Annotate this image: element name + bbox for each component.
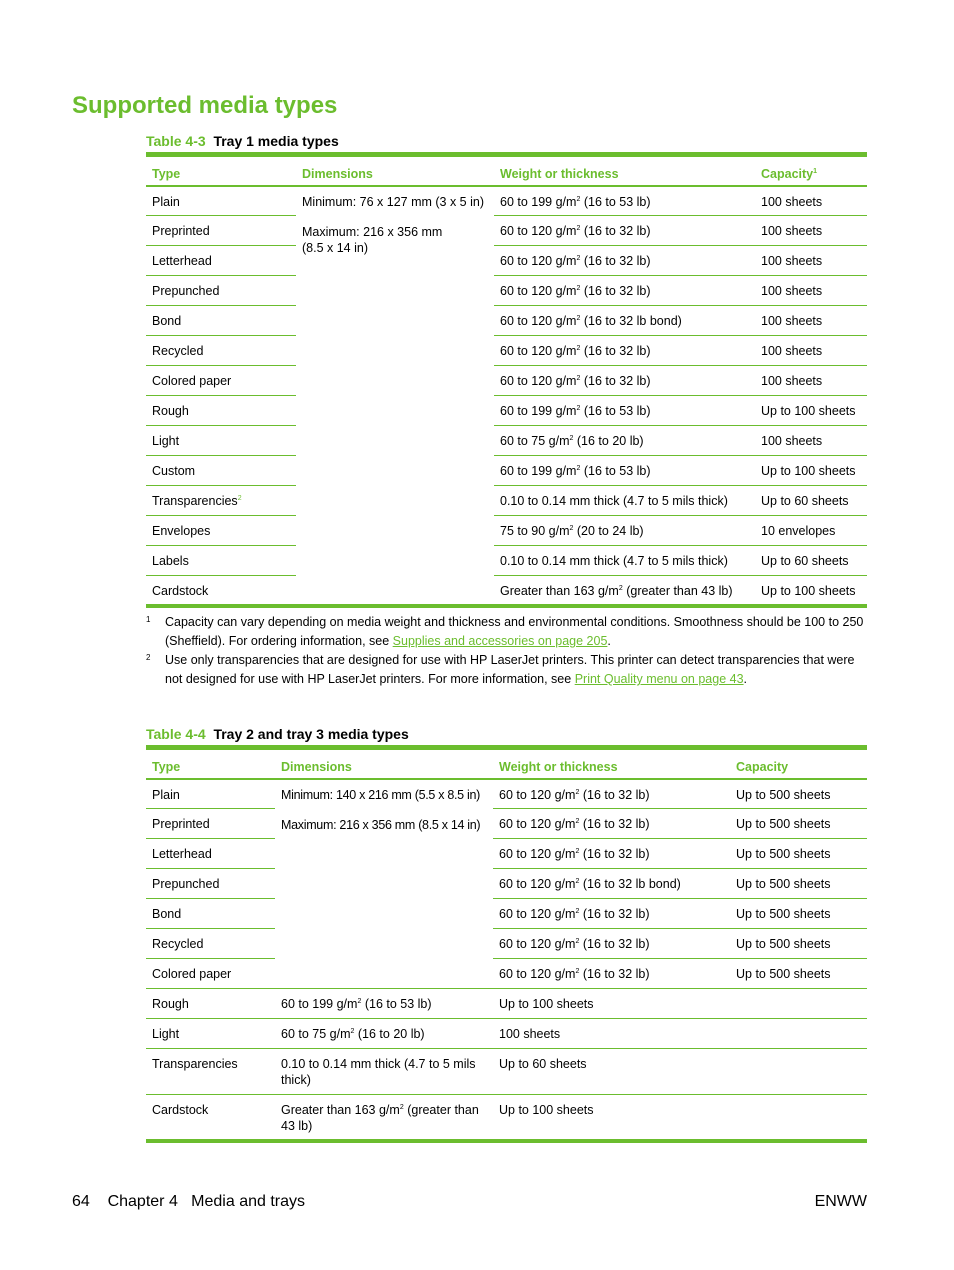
table-row bbox=[146, 306, 867, 336]
capacity-cell: 100 sheets bbox=[755, 276, 867, 306]
dimensions-max: Maximum: 216 x 356 mm bbox=[302, 224, 443, 239]
weight-value: 60 to 120 g/m bbox=[500, 284, 577, 298]
weight-value-rest: (16 to 32 lb) bbox=[580, 374, 651, 388]
capacity-cell: Up to 500 sheets bbox=[730, 929, 867, 959]
weight-cell bbox=[494, 546, 755, 576]
type-label: Light bbox=[152, 434, 180, 448]
superscript: 2 bbox=[576, 195, 581, 203]
weight-value: 60 to 120 g/m bbox=[499, 877, 576, 891]
type-label: Bond bbox=[152, 314, 182, 328]
footnote-2 bbox=[146, 651, 868, 689]
type-label: Rough bbox=[152, 404, 189, 418]
type-cell bbox=[146, 426, 296, 456]
weight-value-rest: (16 to 32 lb) bbox=[580, 284, 651, 298]
weight-cell bbox=[494, 516, 755, 546]
weight-value-rest: (16 to 20 lb) bbox=[573, 434, 644, 448]
capacity-cell: 100 sheets bbox=[755, 426, 867, 456]
type-cell bbox=[146, 486, 296, 516]
capacity-cell bbox=[730, 989, 867, 1019]
weight-value-rest: (20 to 24 lb) bbox=[573, 524, 644, 538]
capacity-cell bbox=[730, 1019, 867, 1049]
weight-value-rest: (16 to 32 lb bond) bbox=[580, 314, 682, 328]
weight-value-rest: (16 to 32 lb) bbox=[579, 847, 650, 861]
table-row bbox=[146, 989, 867, 1019]
weight-value: 60 to 120 g/m bbox=[500, 254, 577, 268]
type-cell bbox=[146, 246, 296, 276]
type-cell bbox=[146, 336, 296, 366]
dimensions-max-in: (8.5 x 14 in) bbox=[302, 240, 369, 255]
weight-value-rest: (16 to 53 lb) bbox=[580, 464, 651, 478]
capacity-cell: Up to 500 sheets bbox=[730, 809, 867, 839]
dimensions-value: Greater than 163 g/m bbox=[281, 1103, 400, 1117]
supplies-accessories-link[interactable]: Supplies and accessories on page 205 bbox=[392, 634, 608, 648]
type-cell: Recycled bbox=[146, 929, 275, 959]
footnote-ref: 1 bbox=[813, 168, 818, 175]
footnote-mark: 1 bbox=[146, 615, 151, 624]
capacity-cell bbox=[730, 1095, 867, 1141]
print-quality-menu-link[interactable]: Print Quality menu on page 43 bbox=[574, 672, 744, 686]
type-cell: Transparencies bbox=[146, 1049, 275, 1095]
superscript: 2 bbox=[618, 585, 623, 592]
superscript: 2 bbox=[399, 1104, 404, 1111]
superscript: 2 bbox=[576, 405, 581, 412]
weight-value: 0.10 to 0.14 mm thick (4.7 to 5 mils thick) bbox=[500, 494, 728, 508]
superscript: 2 bbox=[576, 255, 581, 262]
table-row bbox=[146, 576, 867, 606]
superscript: 2 bbox=[575, 818, 580, 825]
weight-cell: 100 sheets bbox=[493, 1019, 730, 1049]
weight-value: 60 to 120 g/m bbox=[499, 967, 576, 981]
superscript: 2 bbox=[575, 788, 580, 796]
superscript: 2 bbox=[357, 998, 362, 1005]
type-cell: Light bbox=[146, 1019, 275, 1049]
weight-value: 60 to 199 g/m bbox=[500, 194, 577, 209]
page-number: 64 bbox=[72, 1193, 90, 1210]
capacity-cell: 10 envelopes bbox=[755, 516, 867, 546]
header-weight: Weight or thickness bbox=[494, 155, 755, 186]
weight-value: 60 to 120 g/m bbox=[499, 787, 576, 802]
weight-value-rest: (greater than 43 lb) bbox=[622, 584, 733, 598]
weight-cell bbox=[493, 959, 730, 989]
weight-value: 60 to 120 g/m bbox=[500, 344, 577, 358]
type-label: Custom bbox=[152, 464, 196, 478]
tray1-media-table bbox=[146, 152, 867, 608]
weight-cell bbox=[494, 396, 755, 426]
weight-cell bbox=[494, 306, 755, 336]
table-row bbox=[146, 246, 867, 276]
weight-value: 0.10 to 0.14 mm thick (4.7 to 5 mils thick) bbox=[500, 554, 728, 568]
type-cell: Colored paper bbox=[146, 959, 275, 989]
table-row bbox=[146, 546, 867, 576]
type-cell: Letterhead bbox=[146, 839, 275, 869]
superscript: 2 bbox=[576, 315, 581, 322]
capacity-cell: 100 sheets bbox=[755, 336, 867, 366]
capacity-cell: Up to 500 sheets bbox=[730, 899, 867, 929]
header-capacity bbox=[755, 155, 867, 186]
type-cell bbox=[146, 516, 296, 546]
type-cell bbox=[146, 186, 296, 216]
dimensions-max: Maximum: 216 x 356 mm (8.5 x 14 in) bbox=[281, 817, 481, 832]
dimensions-cell bbox=[275, 1019, 493, 1049]
weight-value-rest: (16 to 53 lb) bbox=[580, 404, 651, 418]
dimensions-value-rest: (greater than 43 lb) bbox=[281, 1103, 479, 1133]
type-cell bbox=[146, 396, 296, 426]
weight-cell bbox=[493, 869, 730, 899]
table-row bbox=[146, 1049, 867, 1095]
table-footnotes bbox=[146, 613, 868, 689]
weight-cell bbox=[494, 276, 755, 306]
weight-value: 60 to 75 g/m bbox=[500, 434, 570, 448]
header-dimensions: Dimensions bbox=[275, 748, 493, 779]
capacity-cell: Up to 100 sheets bbox=[755, 456, 867, 486]
table-row bbox=[146, 1019, 867, 1049]
table-row bbox=[146, 869, 867, 899]
capacity-cell: 100 sheets bbox=[755, 186, 867, 216]
weight-value-rest: (16 to 32 lb) bbox=[580, 254, 651, 268]
weight-cell bbox=[494, 216, 755, 246]
superscript: 2 bbox=[350, 1028, 355, 1035]
capacity-cell: 100 sheets bbox=[755, 246, 867, 276]
type-cell bbox=[146, 366, 296, 396]
weight-value: 60 to 120 g/m bbox=[500, 314, 577, 328]
weight-value-rest: (16 to 32 lb) bbox=[579, 817, 650, 831]
capacity-cell: 100 sheets bbox=[755, 216, 867, 246]
weight-cell bbox=[493, 929, 730, 959]
capacity-cell: Up to 60 sheets bbox=[755, 486, 867, 516]
type-cell bbox=[146, 456, 296, 486]
table-row bbox=[146, 186, 867, 216]
weight-value-rest: (16 to 32 lb) bbox=[579, 967, 650, 981]
capacity-cell: Up to 100 sheets bbox=[755, 396, 867, 426]
superscript: 2 bbox=[576, 225, 581, 232]
footnote-text: Use only transparencies that are designed for use with HP LaserJet printers. This printer can detect transparencies that were not designed for use with HP LaserJet printers. For more information, see bbox=[165, 653, 855, 686]
table2-caption bbox=[146, 726, 409, 742]
weight-cell bbox=[494, 456, 755, 486]
weight-cell bbox=[494, 576, 755, 606]
type-label: Preprinted bbox=[152, 224, 210, 238]
weight-value: 60 to 120 g/m bbox=[500, 374, 577, 388]
weight-cell bbox=[494, 336, 755, 366]
table-row bbox=[146, 426, 867, 456]
table-row bbox=[146, 516, 867, 546]
dimensions-min: Minimum: 76 x 127 mm (3 x 5 in) bbox=[302, 194, 484, 209]
superscript: 2 bbox=[576, 285, 581, 292]
weight-value: 60 to 199 g/m bbox=[500, 464, 577, 478]
tray2-tray3-media-table bbox=[146, 745, 867, 1143]
weight-cell bbox=[494, 486, 755, 516]
type-cell: Rough bbox=[146, 989, 275, 1019]
weight-value-rest: (16 to 53 lb) bbox=[580, 194, 651, 209]
weight-value-rest: (16 to 32 lb) bbox=[579, 907, 650, 921]
dimensions-cell bbox=[296, 186, 494, 606]
table-row bbox=[146, 809, 867, 839]
type-cell: Plain bbox=[146, 779, 275, 809]
capacity-cell: Up to 500 sheets bbox=[730, 839, 867, 869]
type-label: Prepunched bbox=[152, 284, 220, 298]
weight-cell bbox=[493, 779, 730, 809]
superscript: 2 bbox=[575, 968, 580, 975]
weight-value: 60 to 120 g/m bbox=[499, 937, 576, 951]
table-row bbox=[146, 929, 867, 959]
footnote-mark: 2 bbox=[146, 653, 151, 662]
table2-caption-title: Tray 2 and tray 3 media types bbox=[213, 726, 409, 742]
table1-caption-title: Tray 1 media types bbox=[213, 133, 339, 149]
dimensions-value-rest: (16 to 53 lb) bbox=[361, 997, 432, 1011]
type-label: Letterhead bbox=[152, 254, 212, 268]
header-type: Type bbox=[146, 748, 275, 779]
table-row bbox=[146, 456, 867, 486]
weight-value-rest: (16 to 32 lb) bbox=[579, 937, 650, 951]
page-footer-left bbox=[72, 1193, 305, 1211]
type-label: Colored paper bbox=[152, 374, 232, 388]
weight-cell bbox=[493, 899, 730, 929]
type-cell: Bond bbox=[146, 899, 275, 929]
type-cell bbox=[146, 216, 296, 246]
table2-caption-number: Table 4-4 bbox=[146, 726, 206, 742]
superscript: 2 bbox=[576, 345, 581, 352]
table1-caption-number: Table 4-3 bbox=[146, 133, 206, 149]
capacity-cell: Up to 500 sheets bbox=[730, 869, 867, 899]
weight-value: 60 to 120 g/m bbox=[500, 224, 577, 238]
type-cell bbox=[146, 306, 296, 336]
weight-cell: Up to 100 sheets bbox=[493, 1095, 730, 1141]
type-label: Cardstock bbox=[152, 584, 209, 598]
dimensions-cell bbox=[275, 989, 493, 1019]
header-weight: Weight or thickness bbox=[493, 748, 730, 779]
dimensions-value: 60 to 199 g/m bbox=[281, 997, 358, 1011]
type-label: Labels bbox=[152, 554, 189, 568]
table-row bbox=[146, 899, 867, 929]
weight-value-rest: (16 to 32 lb) bbox=[579, 787, 650, 802]
dimensions-value: 60 to 75 g/m bbox=[281, 1027, 351, 1041]
capacity-cell: 100 sheets bbox=[755, 306, 867, 336]
type-label: Transparencies bbox=[152, 494, 238, 508]
type-cell bbox=[146, 546, 296, 576]
superscript: 2 bbox=[575, 878, 580, 885]
weight-value: 60 to 120 g/m bbox=[499, 847, 576, 861]
type-cell: Prepunched bbox=[146, 869, 275, 899]
footnote-1 bbox=[146, 613, 868, 651]
dimensions-value: 0.10 to 0.14 mm thick (4.7 to 5 mils thick) bbox=[281, 1057, 476, 1087]
footnote-ref: 2 bbox=[237, 495, 242, 502]
table-header-row bbox=[146, 155, 867, 186]
table-row bbox=[146, 839, 867, 869]
weight-value: 60 to 199 g/m bbox=[500, 404, 577, 418]
dimensions-cell bbox=[275, 1095, 493, 1141]
page-footer-right: ENWW bbox=[814, 1193, 867, 1210]
superscript: 2 bbox=[569, 435, 574, 442]
chapter-title: Chapter 4 Media and trays bbox=[107, 1193, 306, 1210]
table-row bbox=[146, 276, 867, 306]
header-type: Type bbox=[146, 155, 296, 186]
weight-cell bbox=[493, 839, 730, 869]
weight-value-rest: (16 to 32 lb bond) bbox=[579, 877, 681, 891]
dimensions-value-rest: (16 to 20 lb) bbox=[354, 1027, 425, 1041]
superscript: 2 bbox=[575, 848, 580, 855]
header-capacity-label: Capacity bbox=[761, 167, 814, 181]
type-cell bbox=[146, 276, 296, 306]
superscript: 2 bbox=[576, 465, 581, 472]
capacity-cell bbox=[730, 1049, 867, 1095]
table-row bbox=[146, 216, 867, 246]
type-cell: Cardstock bbox=[146, 1095, 275, 1141]
capacity-cell: Up to 500 sheets bbox=[730, 779, 867, 809]
header-dimensions: Dimensions bbox=[296, 155, 494, 186]
weight-value: Greater than 163 g/m bbox=[500, 584, 619, 598]
superscript: 2 bbox=[575, 938, 580, 945]
footnote-text: Capacity can vary depending on media weight and thickness and environmental conditions. Smoothness should be 100 to 250 (Sheffield). For ordering information, see bbox=[165, 615, 864, 648]
capacity-cell: Up to 100 sheets bbox=[755, 576, 867, 606]
superscript: 2 bbox=[569, 525, 574, 532]
weight-value: 75 to 90 g/m bbox=[500, 524, 570, 538]
table-row bbox=[146, 486, 867, 516]
table-row bbox=[146, 396, 867, 426]
weight-value-rest: (16 to 32 lb) bbox=[580, 224, 651, 238]
table-row bbox=[146, 366, 867, 396]
weight-cell bbox=[493, 809, 730, 839]
footnote-end: . bbox=[607, 634, 611, 648]
table-row bbox=[146, 336, 867, 366]
header-capacity: Capacity bbox=[730, 748, 867, 779]
weight-cell: Up to 60 sheets bbox=[493, 1049, 730, 1095]
weight-cell: Up to 100 sheets bbox=[493, 989, 730, 1019]
capacity-cell: Up to 60 sheets bbox=[755, 546, 867, 576]
weight-cell bbox=[494, 426, 755, 456]
weight-cell bbox=[494, 366, 755, 396]
table-row bbox=[146, 959, 867, 989]
weight-value-rest: (16 to 32 lb) bbox=[580, 344, 651, 358]
type-label: Plain bbox=[152, 194, 180, 209]
capacity-cell: Up to 500 sheets bbox=[730, 959, 867, 989]
superscript: 2 bbox=[576, 375, 581, 382]
type-label: Envelopes bbox=[152, 524, 211, 538]
weight-value: 60 to 120 g/m bbox=[499, 817, 576, 831]
table-row bbox=[146, 779, 867, 809]
page-title: Supported media types bbox=[72, 92, 338, 119]
table-row bbox=[146, 1095, 867, 1141]
dimensions-min: Minimum: 140 x 216 mm (5.5 x 8.5 in) bbox=[281, 787, 480, 802]
table-header-row bbox=[146, 748, 867, 779]
dimensions-cell bbox=[275, 1049, 493, 1095]
capacity-cell: 100 sheets bbox=[755, 366, 867, 396]
type-cell: Preprinted bbox=[146, 809, 275, 839]
type-cell bbox=[146, 576, 296, 606]
dimensions-cell bbox=[275, 779, 493, 989]
type-label: Recycled bbox=[152, 344, 204, 358]
footnote-end: . bbox=[743, 672, 748, 686]
table1-caption bbox=[146, 133, 339, 149]
weight-value: 60 to 120 g/m bbox=[499, 907, 576, 921]
superscript: 2 bbox=[575, 908, 580, 915]
weight-cell bbox=[494, 186, 755, 216]
weight-cell bbox=[494, 246, 755, 276]
